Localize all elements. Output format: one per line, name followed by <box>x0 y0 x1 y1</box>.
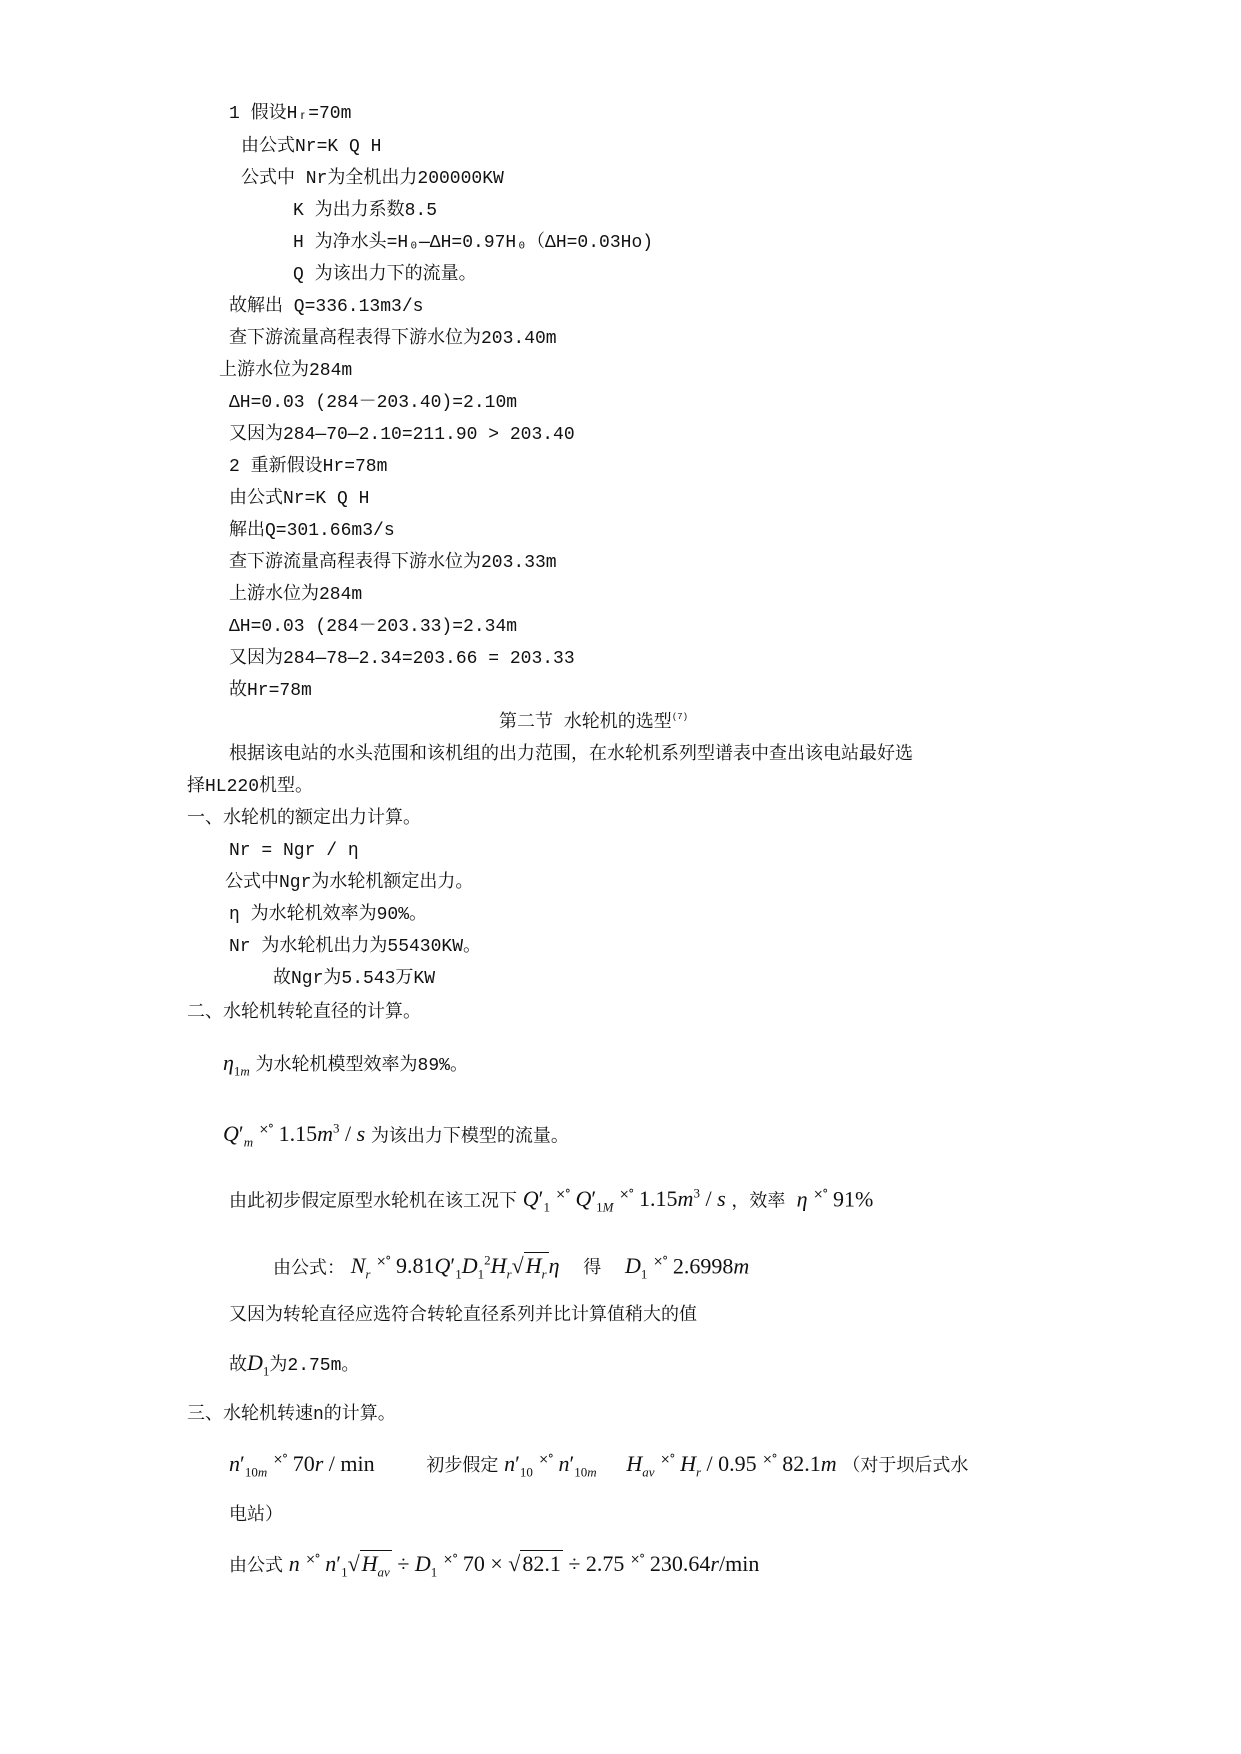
equals-glyph: ×° <box>538 1452 553 1466</box>
line-qm <box>223 1118 569 1154</box>
hav-value: 82.1m <box>782 1451 837 1476</box>
line-n10m <box>229 1453 968 1483</box>
line-formula-nr-desc: 公式中 Nr为全机出力200000KW <box>241 169 504 189</box>
n10m-value: 70r / min <box>292 1451 375 1476</box>
assumption-text: 由此初步假定原型水轮机在该工况下 <box>229 1192 517 1213</box>
line-initial-assumption <box>229 1183 873 1219</box>
symbol-d1: $D_1$ <box>624 1253 648 1282</box>
line-downstream-level-2: 查下游流量高程表得下游水位为203.33m <box>229 553 557 573</box>
equals-glyph: ×° <box>272 1452 287 1466</box>
n-assume-text: 初步假定 <box>426 1457 499 1477</box>
eta1m-text: 为水轮机模型效率为89%。 <box>255 1056 468 1076</box>
line-upstream-level-2: 上游水位为284m <box>229 585 363 605</box>
speed-calc: 70 × √82.1 ÷ 2.75 <box>462 1551 625 1576</box>
symbol-q1: $Q'_1$ <box>522 1186 550 1215</box>
para-selection-1: 根据该电站的水头范围和该机组的出力范围，在水轮机系列型谱表中查出该电站最好选 <box>229 745 913 765</box>
line-h-desc: H 为净水头=H₀—ΔH=0.97H₀（ΔH=0.03Ho) <box>293 233 654 253</box>
section-title <box>499 712 688 736</box>
text-eta-desc: η 为水轮机效率为90%。 <box>229 905 428 925</box>
text-diameter-series: 又因为转轮直径应选符合转轮直径系列并比计算值稍大的值 <box>229 1306 697 1326</box>
line-q-result: 故解出 Q=336.13m3/s <box>229 297 424 317</box>
line-upstream-level: 上游水位为284m <box>219 361 353 381</box>
symbol-q1m: $Q'_{1M}$ <box>575 1186 614 1215</box>
symbol-eta1m: $\eta_{1m}$ <box>223 1050 250 1079</box>
qm-text: 为该出力下模型的流量。 <box>370 1127 569 1148</box>
line-formula-nr: 由公式Nr=K Q H <box>241 137 382 157</box>
line-delta-h: ΔH=0.03 (284－203.40)=2.10m <box>229 393 518 413</box>
equals-glyph: ×° <box>555 1187 570 1202</box>
line-assume-hr70: 1 假设Hᵣ=70m <box>229 104 352 124</box>
section-title-text: 第二节 水轮机的选型 <box>499 713 672 733</box>
symbol-qm: $Q'_m$ <box>223 1121 254 1150</box>
formula-nr-ngr: Nr = Ngr / η <box>229 841 359 861</box>
equals-glyph: ×° <box>813 1187 828 1202</box>
symbol-hav: $H_{av}$ <box>626 1451 655 1480</box>
equals-glyph: ×° <box>258 1122 273 1137</box>
text-ngr-result: 故Ngr为5.543万KW <box>273 969 436 989</box>
text-nr-desc: Nr 为水轮机出力为55430KW。 <box>229 937 482 957</box>
line-speed-formula <box>229 1553 759 1583</box>
text-ngr-desc: 公式中Ngr为水轮机额定出力。 <box>225 873 474 893</box>
symbol-n: n <box>288 1551 300 1576</box>
dam-note: （对于坝后式水 <box>842 1457 969 1477</box>
line-eta1m <box>223 1052 468 1082</box>
speed-formula-prefix: 由公式 <box>229 1557 283 1577</box>
symbol-n10m-2: $n'_{10m}$ <box>558 1451 597 1480</box>
equals-glyph: ×° <box>376 1254 391 1269</box>
symbol-eta: η <box>796 1186 808 1212</box>
line-check: 又因为284—70—2.10=211.90 > 203.40 <box>229 425 575 445</box>
line-delta-h-2: ΔH=0.03 (284－203.33)=2.34m <box>229 617 518 637</box>
symbol-n10m: $n'_{10m}$ <box>229 1451 268 1480</box>
equals-glyph: ×° <box>619 1187 634 1202</box>
assumption-value: $1.15m^3$ / s <box>639 1186 726 1212</box>
heading-rated-output: 一、水轮机的额定出力计算。 <box>187 809 421 829</box>
formula-expression: $9.81Q'_1D_1^2H_r√H_r\eta$ <box>396 1253 560 1282</box>
line-check-2: 又因为284—78—2.34=203.66 = 203.33 <box>229 649 575 669</box>
line-downstream-level: 查下游流量高程表得下游水位为203.40m <box>229 329 557 349</box>
efficiency-value: 91% <box>833 1186 874 1212</box>
line-formula-nr-full <box>273 1250 749 1286</box>
symbol-nr: $N_r$ <box>350 1253 371 1282</box>
line-q-result-2: 解出Q=301.66m3/s <box>229 521 395 541</box>
line-k-desc: K 为出力系数8.5 <box>293 201 438 221</box>
para-selection-2: 择HL220机型。 <box>187 777 314 797</box>
equals-glyph: ×° <box>443 1552 458 1566</box>
formula-get: 得 <box>583 1259 602 1280</box>
speed-formula-expr: $n'_1√H_{av} \div D_1$ <box>325 1551 438 1580</box>
qm-value: $1.15m^3$ / s <box>278 1121 366 1147</box>
formula-prefix: 由公式： <box>273 1259 345 1280</box>
equals-glyph: ×° <box>630 1552 645 1566</box>
line-reassume-hr78: 2 重新假设Hr=78m <box>229 457 388 477</box>
equals-glyph: ×° <box>660 1452 675 1466</box>
dam-note-continued: 电站） <box>229 1506 283 1526</box>
d1-result-text: 为2.75m。 <box>269 1356 360 1376</box>
symbol-n10: $n'_{10}$ <box>504 1451 533 1480</box>
efficiency-label: ，效率 <box>731 1192 786 1213</box>
symbol-d1: $D_1$ <box>247 1350 270 1379</box>
equals-glyph: ×° <box>762 1452 777 1466</box>
line-d1-result <box>229 1352 359 1382</box>
line-q-desc: Q 为该出力下的流量。 <box>293 265 477 285</box>
reference-marker: (7) <box>671 712 689 722</box>
equals-glyph: ×° <box>305 1552 320 1566</box>
hav-expression: $H_r / 0.95$ <box>680 1451 757 1480</box>
speed-result: 230.64r/min <box>649 1551 760 1576</box>
line-conclusion-hr: 故Hr=78m <box>229 681 312 701</box>
d1-prefix: 故 <box>229 1356 247 1376</box>
line-formula-nr-2: 由公式Nr=K Q H <box>229 489 370 509</box>
heading-speed: 三、水轮机转速n的计算。 <box>187 1405 396 1425</box>
equals-glyph: ×° <box>653 1254 668 1269</box>
d1-value: 2.6998m <box>672 1253 750 1279</box>
heading-runner-diameter: 二、水轮机转轮直径的计算。 <box>187 1003 421 1023</box>
